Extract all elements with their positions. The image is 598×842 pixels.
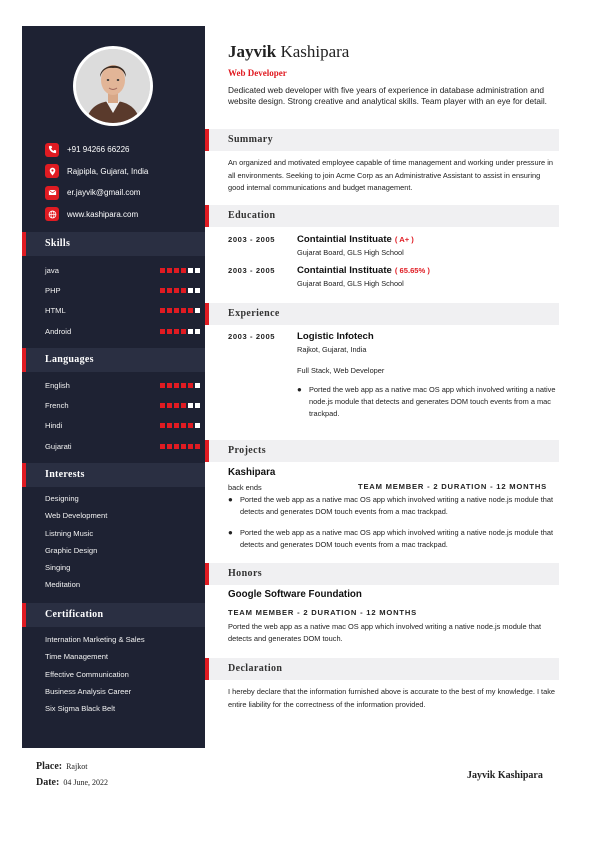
rating-dot bbox=[174, 444, 179, 449]
section-title: Education bbox=[228, 210, 276, 221]
declaration-text: I hereby declare that the information furnished above is accurate to the best of my knowledge. I take entire liability for the correctness of the information provided. bbox=[228, 687, 556, 709]
certification-item: Time Management bbox=[45, 652, 109, 662]
place-line bbox=[36, 761, 87, 772]
summary-heading bbox=[205, 129, 559, 151]
declaration-heading bbox=[205, 658, 559, 680]
rating-dot bbox=[181, 403, 186, 408]
education-title bbox=[297, 265, 430, 276]
rating-dot bbox=[181, 423, 186, 428]
rating-dot bbox=[167, 403, 172, 408]
place-value: Rajkot bbox=[66, 762, 88, 771]
rating-dot bbox=[160, 308, 165, 313]
contact-phone bbox=[45, 139, 200, 161]
bullet-icon: ● bbox=[228, 495, 233, 504]
rating-dot bbox=[174, 288, 179, 293]
rating-dot bbox=[181, 383, 186, 388]
intro-text: Dedicated web developer with five years of experience in database administration and website design. Strong creative and analytical skills. Team player with an eye for detail. bbox=[228, 85, 547, 106]
grade: ( A+ ) bbox=[394, 235, 414, 244]
candidate-name bbox=[228, 42, 349, 62]
date-label: Date: bbox=[36, 777, 60, 788]
skill-name: java bbox=[45, 265, 59, 275]
contact-list bbox=[45, 139, 200, 225]
experience-bullet bbox=[297, 384, 559, 420]
project-meta: TEAM MEMBER - 2 DURATION - 12 MONTHS bbox=[358, 482, 547, 491]
rating-dot bbox=[174, 308, 179, 313]
certification-list bbox=[45, 631, 200, 717]
interest-item: Graphic Design bbox=[45, 545, 98, 555]
skill-rating bbox=[160, 329, 200, 334]
rating-dot bbox=[167, 268, 172, 273]
project-subtitle: back ends bbox=[228, 483, 262, 492]
bullet-text: Ported the web app as a native mac OS app which involved writing a native node.js module that detects and generates DOM touch events from a mac trackpad. bbox=[309, 385, 556, 418]
rating-dot bbox=[167, 444, 172, 449]
section-title: Honors bbox=[228, 568, 263, 579]
language-item bbox=[45, 436, 200, 456]
projects-heading bbox=[205, 440, 559, 462]
bullet-icon: ● bbox=[228, 528, 233, 537]
language-name: Gujarati bbox=[45, 441, 72, 451]
rating-dot bbox=[160, 444, 165, 449]
rating-dot bbox=[195, 383, 200, 388]
bullet-icon: ● bbox=[297, 385, 302, 394]
rating-dot bbox=[160, 383, 165, 388]
certification-item: Six Sigma Black Belt bbox=[45, 704, 116, 714]
rating-dot bbox=[188, 423, 193, 428]
rating-dot bbox=[160, 423, 165, 428]
bullet-text: Ported the web app as a native mac OS app which involved writing a native node.js module that detects and generates DOM touch events from a mac trackpad. bbox=[240, 495, 554, 516]
education-heading bbox=[205, 205, 559, 227]
section-title: Experience bbox=[228, 308, 280, 319]
rating-dot bbox=[167, 329, 172, 334]
rating-dot bbox=[167, 288, 172, 293]
honor-meta: TEAM MEMBER - 2 DURATION - 12 MONTHS bbox=[228, 608, 417, 617]
certification-item: Effective Communication bbox=[45, 669, 129, 679]
skill-rating bbox=[160, 308, 200, 313]
rating-dot bbox=[188, 268, 193, 273]
certification-item: Internation Marketing & Sales bbox=[45, 635, 145, 644]
skills-heading bbox=[22, 232, 205, 256]
language-name: French bbox=[45, 401, 69, 411]
summary-text: An organized and motivated employee capable of time management and working under pressure in all environments. Seeking to join Acme Corp as an Administrative Assistant to assist in ensuring good internal communications and budget management. bbox=[228, 158, 553, 192]
rating-dot bbox=[174, 423, 179, 428]
location-pin-icon bbox=[45, 164, 59, 178]
project-name: Kashipara bbox=[228, 467, 276, 478]
project-bullet bbox=[228, 494, 558, 518]
skill-item bbox=[45, 321, 200, 341]
interests-list bbox=[45, 490, 200, 594]
language-item bbox=[45, 416, 200, 436]
contact-text: www.kashipara.com bbox=[67, 209, 139, 219]
skills-list bbox=[45, 260, 200, 342]
rating-dot bbox=[188, 288, 193, 293]
skill-item bbox=[45, 280, 200, 300]
sidebar bbox=[22, 26, 205, 748]
avatar bbox=[76, 49, 150, 123]
interest-item: Listning Music bbox=[45, 528, 94, 538]
experience-years: 2003 - 2005 bbox=[228, 332, 276, 341]
place-label: Place: bbox=[36, 761, 63, 772]
language-item bbox=[45, 375, 200, 395]
phone-icon bbox=[45, 143, 59, 157]
skill-item bbox=[45, 260, 200, 280]
skill-item bbox=[45, 301, 200, 321]
institute-name: Containtial Instituate bbox=[297, 234, 392, 245]
languages-heading bbox=[22, 348, 205, 372]
interests-heading bbox=[22, 463, 205, 487]
rating-dot bbox=[181, 288, 186, 293]
rating-dot bbox=[195, 268, 200, 273]
section-title: Languages bbox=[45, 354, 94, 365]
rating-dot bbox=[167, 308, 172, 313]
globe-icon bbox=[45, 207, 59, 221]
date-line bbox=[36, 777, 108, 788]
honors-heading bbox=[205, 563, 559, 585]
section-title: Skills bbox=[45, 238, 71, 249]
section-title: Declaration bbox=[228, 663, 283, 674]
section-title: Projects bbox=[228, 445, 266, 456]
rating-dot bbox=[160, 288, 165, 293]
job-title: Web Developer bbox=[228, 68, 287, 78]
certification-item: Business Analysis Career bbox=[45, 686, 132, 696]
rating-dot bbox=[174, 383, 179, 388]
certification-heading bbox=[22, 603, 205, 627]
section-title: Certification bbox=[45, 609, 104, 620]
rating-dot bbox=[181, 444, 186, 449]
section-title: Interests bbox=[45, 469, 85, 480]
skill-name: HTML bbox=[45, 306, 66, 316]
language-name: English bbox=[45, 380, 70, 390]
contact-text: Rajpipla, Gujarat, India bbox=[67, 166, 149, 176]
rating-dot bbox=[167, 383, 172, 388]
language-rating bbox=[160, 403, 200, 408]
profile-photo bbox=[73, 46, 153, 126]
rating-dot bbox=[160, 268, 165, 273]
education-years: 2003 - 2005 bbox=[228, 235, 276, 244]
contact-website[interactable] bbox=[45, 204, 200, 226]
contact-email[interactable] bbox=[45, 182, 200, 204]
education-board: Gujarat Board, GLS High School bbox=[297, 279, 404, 288]
company-name: Logistic Infotech bbox=[297, 331, 374, 342]
education-title bbox=[297, 234, 414, 245]
language-rating bbox=[160, 444, 200, 449]
rating-dot bbox=[160, 403, 165, 408]
rating-dot bbox=[195, 403, 200, 408]
rating-dot bbox=[160, 329, 165, 334]
skill-name: Android bbox=[45, 326, 72, 336]
institute-name: Containtial Instituate bbox=[297, 265, 392, 276]
date-value: 04 June, 2022 bbox=[63, 778, 108, 787]
company-location: Rajkot, Gujarat, India bbox=[297, 345, 367, 354]
interest-item: Designing bbox=[45, 494, 79, 503]
skill-name: PHP bbox=[45, 286, 61, 296]
rating-dot bbox=[188, 308, 193, 313]
experience-role: Full Stack, Web Developer bbox=[297, 366, 385, 375]
rating-dot bbox=[195, 444, 200, 449]
experience-heading bbox=[205, 303, 559, 325]
language-name: Hindi bbox=[45, 421, 63, 431]
rating-dot bbox=[195, 423, 200, 428]
skill-rating bbox=[160, 288, 200, 293]
last-name: Kashipara bbox=[280, 42, 350, 61]
contact-text: +91 94266 66226 bbox=[67, 145, 130, 155]
rating-dot bbox=[181, 268, 186, 273]
project-bullet bbox=[228, 527, 558, 551]
bullet-text: Ported the web app as a native mac OS app which involved writing a native node.js module that detects and generates DOM touch events from a mac trackpad. bbox=[240, 528, 554, 549]
skill-rating bbox=[160, 268, 200, 273]
rating-dot bbox=[174, 268, 179, 273]
language-rating bbox=[160, 423, 200, 428]
rating-dot bbox=[195, 308, 200, 313]
contact-text: er.jayvik@gmail.com bbox=[67, 188, 141, 198]
rating-dot bbox=[195, 329, 200, 334]
education-years: 2003 - 2005 bbox=[228, 266, 276, 275]
rating-dot bbox=[188, 383, 193, 388]
email-icon bbox=[45, 186, 59, 200]
rating-dot bbox=[174, 403, 179, 408]
contact-location bbox=[45, 161, 200, 183]
rating-dot bbox=[195, 288, 200, 293]
interest-item: Singing bbox=[45, 563, 71, 573]
section-title: Summary bbox=[228, 134, 274, 145]
grade: ( 65.65% ) bbox=[394, 266, 430, 275]
first-name: Jayvik bbox=[228, 42, 277, 61]
rating-dot bbox=[167, 423, 172, 428]
education-board: Gujarat Board, GLS High School bbox=[297, 248, 404, 257]
interest-item: Web Development bbox=[45, 511, 108, 521]
honor-text: Ported the web app as a native mac OS app which involved writing a native node.js module that detects and generates DOM touch. bbox=[228, 622, 542, 643]
language-rating bbox=[160, 383, 200, 388]
rating-dot bbox=[188, 444, 193, 449]
rating-dot bbox=[188, 403, 193, 408]
interest-item: Meditation bbox=[45, 580, 81, 590]
rating-dot bbox=[174, 329, 179, 334]
languages-list bbox=[45, 375, 200, 457]
rating-dot bbox=[181, 308, 186, 313]
language-item bbox=[45, 395, 200, 415]
rating-dot bbox=[188, 329, 193, 334]
rating-dot bbox=[181, 329, 186, 334]
honor-title: Google Software Foundation bbox=[228, 589, 362, 600]
signature-name: Jayvik Kashipara bbox=[467, 770, 543, 781]
